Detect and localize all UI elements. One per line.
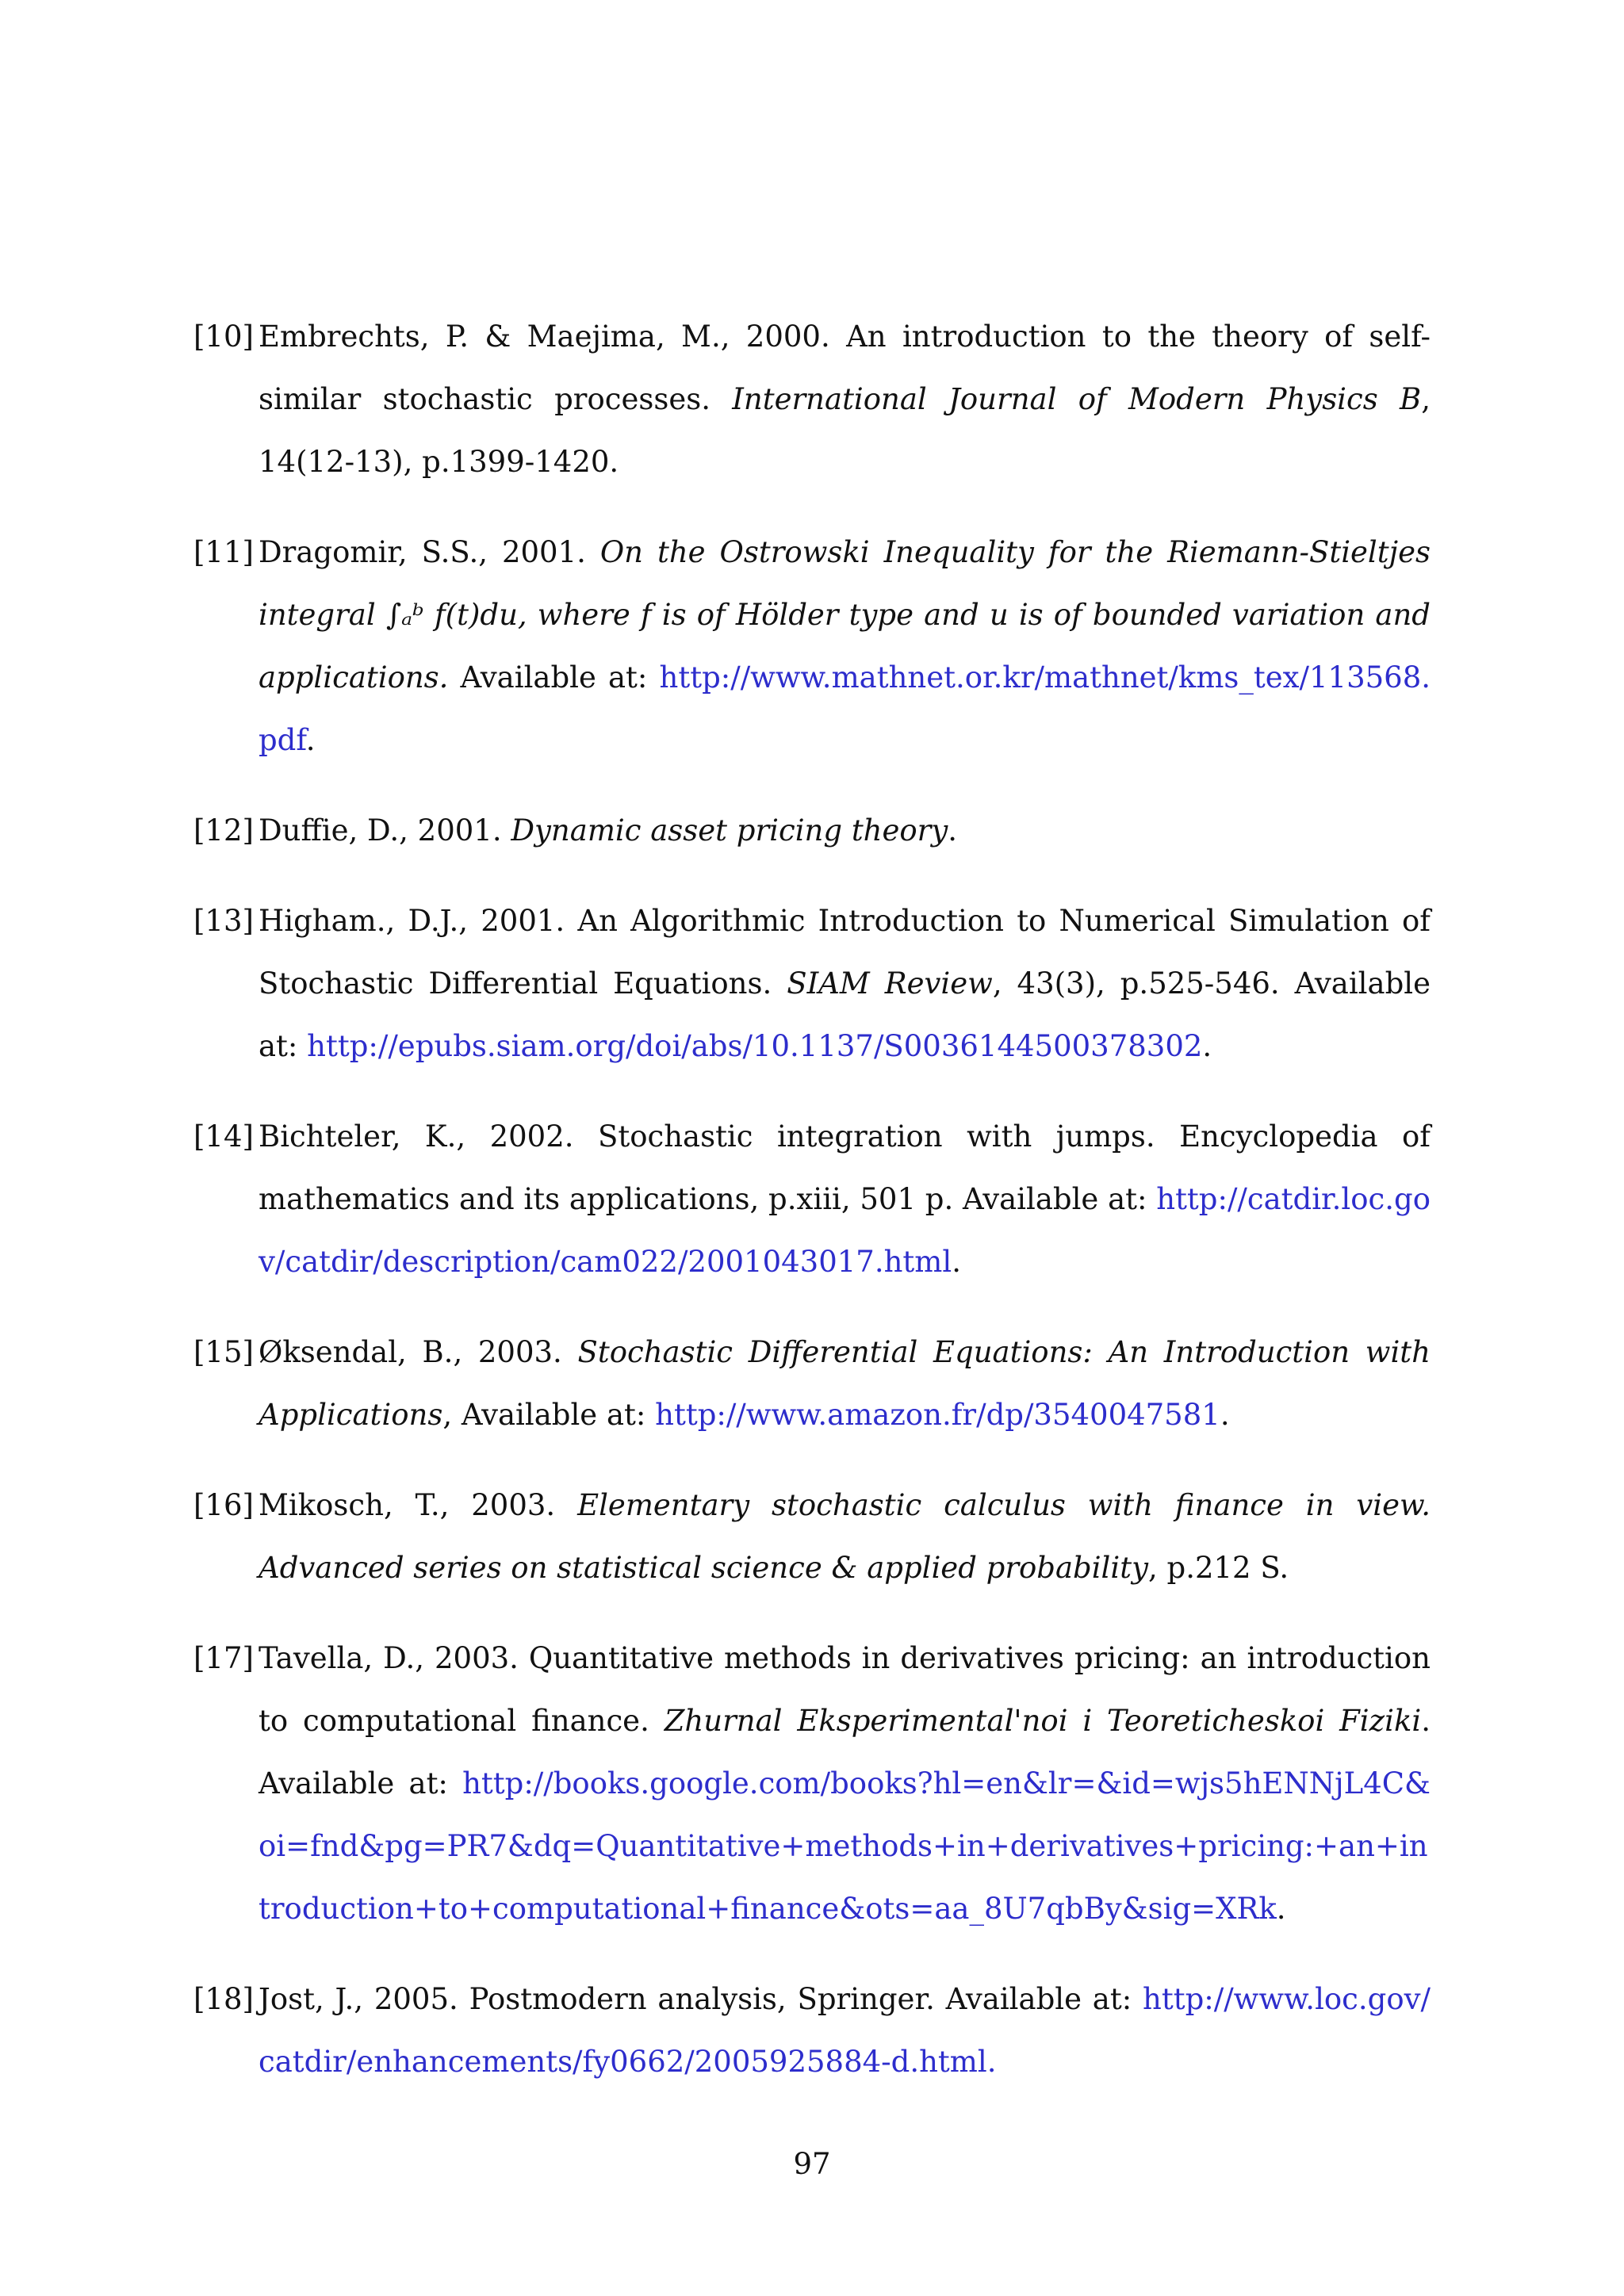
reference-tail: . — [952, 1245, 961, 1279]
reference-item — [193, 1968, 1431, 2093]
reference-available-label: Available at: — [259, 1766, 463, 1800]
reference-authors-text: Dragomir, S.S., 2001. — [259, 535, 600, 569]
reference-tail: . — [1276, 1892, 1286, 1926]
reference-item — [193, 305, 1431, 493]
reference-number: [17] — [193, 1641, 254, 1675]
reference-details: , 14(12-13), p.1399-1420. — [259, 382, 1431, 479]
reference-authors-text: Tavella, D., 2003. Quantitative methods in derivatives pricing: an introduction to computational finance. — [259, 1641, 1431, 1738]
reference-link[interactable]: http://books.google.com/books?hl=en&lr=&id=wjs5hENNjL4C&oi=fnd&pg=PR7&dq=Quantitative+methods+in+derivatives+pricing:+an+introduction+to+computational+finance&ots=aa_8U7qbBy&sig=XRk — [259, 1766, 1431, 1926]
reference-italic-title: Elementary stochastic calculus with finance in view. Advanced series on statistical science & applied probability — [259, 1488, 1431, 1585]
reference-text — [259, 1105, 1431, 1293]
reference-link[interactable]: http://epubs.siam.org/doi/abs/10.1137/S0036144500378302 — [307, 1029, 1203, 1063]
reference-item — [193, 521, 1431, 771]
reference-link[interactable]: http://www.amazon.fr/dp/3540047581 — [655, 1398, 1220, 1432]
reference-list — [193, 305, 1431, 2121]
reference-text — [259, 799, 1431, 862]
reference-tail: . — [305, 723, 316, 757]
reference-authors-text: Mikosch, T., 2003. — [259, 1488, 578, 1522]
reference-authors-text: Jost, J., 2005. Postmodern analysis, Springer. — [259, 1982, 935, 2016]
page-number: 97 — [793, 2147, 831, 2181]
reference-italic-title: Dynamic asset pricing theory — [511, 813, 948, 848]
reference-italic-title: Stochastic Differential Equations: An Introduction with Applications — [259, 1335, 1431, 1432]
reference-tail: . — [1202, 1029, 1212, 1063]
reference-authors-text: Bichteler, K., 2002. Stochastic integration with jumps. Encyclopedia of mathematics and its applications, p.xiii, 501 p. — [259, 1119, 1431, 1216]
reference-available-label: Available at: — [448, 660, 660, 695]
reference-details: , — [442, 1398, 453, 1432]
reference-number: [16] — [193, 1488, 254, 1522]
reference-available-label: Available at: — [953, 1182, 1157, 1216]
reference-text — [259, 521, 1431, 771]
reference-italic-title: On the Ostrowski Inequality for the Riemann-Stieltjes integral ∫ₐᵇ f(t)du, where f is of Hölder type and u is of bounded variation and applications. — [259, 535, 1431, 695]
reference-item — [193, 1321, 1431, 1446]
reference-item — [193, 1474, 1431, 1599]
reference-authors-text: Embrechts, P. & Maejima, M., 2000. An introduction to the theory of self-similar stochastic processes. — [259, 320, 1431, 416]
reference-italic-title: SIAM Review — [787, 966, 993, 1001]
reference-number: [14] — [193, 1119, 254, 1154]
reference-item — [193, 1627, 1431, 1940]
reference-number: [15] — [193, 1335, 254, 1369]
reference-item — [193, 890, 1431, 1077]
reference-authors-text: Higham., D.J., 2001. An Algorithmic Introduction to Numerical Simulation of Stochastic Differential Equations. — [259, 904, 1431, 1001]
reference-item — [193, 1105, 1431, 1293]
reference-link[interactable]: http://catdir.loc.gov/catdir/description/cam022/2001043017.html — [259, 1182, 1431, 1279]
reference-number: [12] — [193, 813, 254, 848]
reference-link[interactable]: http://www.loc.gov/catdir/enhancements/fy0662/2005925884-d.html. — [259, 1982, 1431, 2079]
reference-text — [259, 1321, 1431, 1446]
reference-available-label: Available at: — [259, 966, 1431, 1063]
reference-item — [193, 799, 1431, 862]
reference-details: . — [948, 813, 958, 848]
reference-details: , p.212 S. — [1148, 1551, 1289, 1585]
reference-text — [259, 1474, 1431, 1599]
reference-italic-title: Zhurnal Eksperimental'noi i Teoreticheskoi Fiziki — [664, 1704, 1422, 1738]
reference-details: . — [1421, 1704, 1431, 1738]
reference-text — [259, 305, 1431, 493]
reference-available-label: Available at: — [452, 1398, 656, 1432]
reference-text — [259, 1627, 1431, 1940]
reference-text — [259, 1968, 1431, 2093]
reference-number: [13] — [193, 904, 254, 938]
reference-details: , 43(3), p.525-546. — [992, 966, 1280, 1001]
reference-link[interactable]: http://www.mathnet.or.kr/mathnet/kms_tex/113568.pdf — [259, 660, 1431, 757]
reference-number: [10] — [193, 320, 254, 354]
reference-tail: . — [1220, 1398, 1230, 1432]
reference-number: [11] — [193, 535, 254, 569]
reference-italic-title: International Journal of Modern Physics B — [732, 382, 1422, 416]
reference-authors-text: Duffie, D., 2001. — [259, 813, 511, 848]
reference-authors-text: Øksendal, B., 2003. — [259, 1335, 578, 1369]
reference-available-label: Available at: — [934, 1982, 1143, 2016]
reference-text — [259, 890, 1431, 1077]
reference-number: [18] — [193, 1982, 254, 2016]
